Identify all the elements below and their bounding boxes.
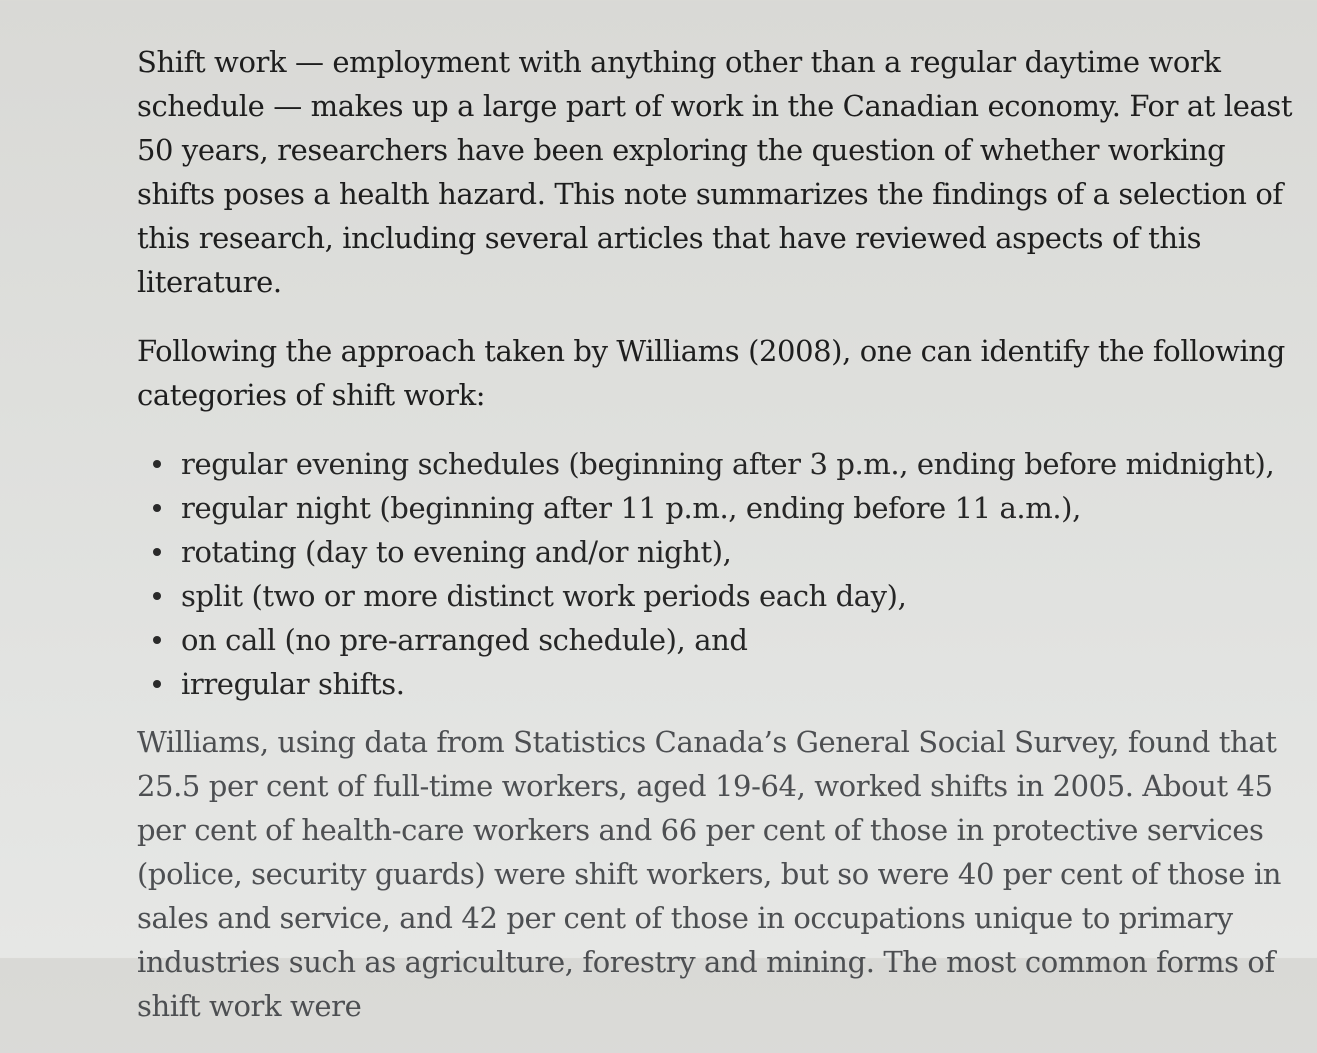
- shift-categories-list: [137, 442, 1297, 706]
- categories-intro-paragraph: Following the approach taken by Williams (2008), one can identify the following categories of shift work:: [137, 334, 1285, 412]
- list-item-text: rotating (day to evening and/or night),: [181, 535, 732, 569]
- list-item: [153, 486, 1297, 530]
- bullet-icon: [153, 548, 161, 556]
- bullet-icon: [153, 636, 161, 644]
- bullet-icon: [153, 680, 161, 688]
- bullet-icon: [153, 504, 161, 512]
- list-item: [153, 662, 1297, 706]
- article-body: [137, 40, 1297, 1053]
- list-item-text: on call (no pre-arranged schedule), and: [181, 623, 748, 657]
- intro-paragraph: Shift work — employment with anything other than a regular daytime work schedule — makes up a large part of work in the Canadian economy. For at least 50 years, researchers have been exploring the question of whether working shifts poses a health hazard. This note summarizes the findings of a selection of this research, including several articles that have reviewed aspects of this literature.: [137, 45, 1293, 299]
- survey-findings-paragraph: Williams, using data from Statistics Canada’s General Social Survey, found that 25.5 per cent of full-time workers, aged 19-64, worked shifts in 2005. About 45 per cent of health-care workers and 66 per cent of those in protective services (police, security guards) were shift workers, but so were 40 per cent of those in sales and service, and 42 per cent of those in occupations unique to primary industries such as agriculture, forestry and mining. The most common forms of shift work were: [137, 725, 1281, 1023]
- list-item: [153, 618, 1297, 662]
- list-item: [153, 574, 1297, 618]
- list-item-text: split (two or more distinct work periods each day),: [181, 579, 907, 613]
- list-item-text: irregular shifts.: [181, 667, 405, 701]
- list-item: [153, 530, 1297, 574]
- list-item-text: regular evening schedules (beginning after 3 p.m., ending before midnight),: [181, 447, 1275, 481]
- bullet-icon: [153, 592, 161, 600]
- bullet-icon: [153, 460, 161, 468]
- list-item-text: regular night (beginning after 11 p.m., ending before 11 a.m.),: [181, 491, 1081, 525]
- list-item: [153, 442, 1297, 486]
